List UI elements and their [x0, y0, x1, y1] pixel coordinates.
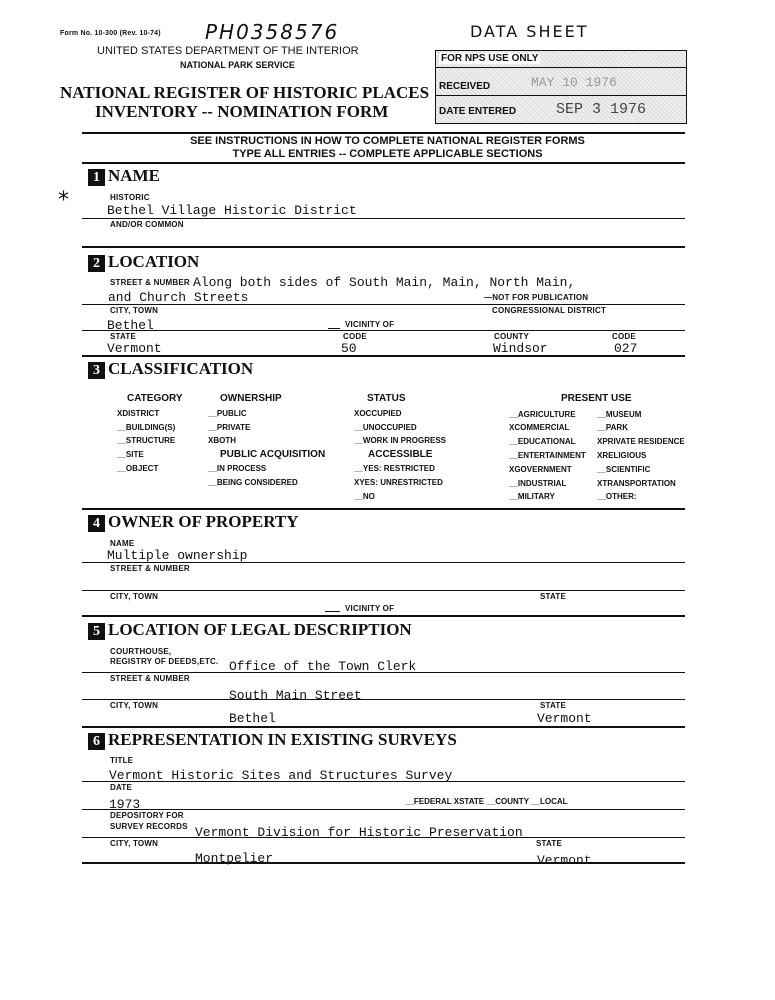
courthouse-label-2: REGISTRY OF DEEDS,ETC. — [110, 657, 219, 666]
section-1-header — [88, 166, 160, 186]
legal-city-label: CITY, TOWN — [110, 701, 159, 710]
state-code-value: 50 — [341, 341, 357, 356]
legal-street-value: South Main Street — [229, 688, 362, 703]
section-2-number: 2 — [88, 255, 105, 272]
owner-name-label: NAME — [110, 539, 135, 548]
use-military: __MILITARY — [509, 492, 555, 501]
county-code-value: 027 — [614, 341, 638, 356]
received-stamp: MAY 10 1976 — [531, 75, 617, 90]
section-6-header — [88, 730, 457, 750]
public-acquisition-heading: PUBLIC ACQUISITION — [220, 449, 326, 460]
section-3-number: 3 — [88, 362, 105, 379]
ownership-both: XBOTH — [208, 436, 236, 445]
ownership-private: __PRIVATE — [208, 423, 251, 432]
depository-value: Vermont Division for Historic Preservation — [195, 825, 523, 840]
survey-state-value: Vermont — [537, 853, 592, 868]
street-value-1: Along both sides of South Main, Main, North Main, — [193, 275, 576, 290]
use-industrial: __INDUSTRIAL — [509, 479, 567, 488]
not-for-publication: —NOT FOR PUBLICATION — [484, 293, 589, 302]
accessible-restricted: __YES: RESTRICTED — [354, 464, 435, 473]
instructions-2: TYPE ALL ENTRIES -- COMPLETE APPLICABLE SECTIONS — [232, 148, 543, 160]
vicinity-label: VICINITY OF — [345, 320, 395, 329]
section-6-title: REPRESENTATION IN EXISTING SURVEYS — [108, 730, 457, 749]
department: UNITED STATES DEPARTMENT OF THE INTERIOR — [97, 45, 359, 57]
section-5-title: LOCATION OF LEGAL DESCRIPTION — [108, 620, 412, 639]
historic-label: HISTORIC — [110, 193, 150, 202]
owner-city-label: CITY, TOWN — [110, 592, 159, 601]
survey-title-label: TITLE — [110, 756, 134, 765]
status-heading: STATUS — [367, 393, 406, 404]
use-museum: __MUSEUM — [597, 410, 642, 419]
owner-vicinity-label: VICINITY OF — [345, 604, 395, 613]
legal-street-label: STREET & NUMBER — [110, 674, 190, 683]
survey-date-value: 1973 — [109, 797, 141, 812]
pubacq-being-considered: __BEING CONSIDERED — [208, 478, 298, 487]
margin-asterisk: * — [58, 188, 71, 213]
street-label: STREET & NUMBER — [110, 278, 190, 287]
survey-date-label: DATE — [110, 783, 132, 792]
use-scientific: __SCIENTIFIC — [597, 465, 651, 474]
category-site: __SITE — [117, 450, 144, 459]
survey-city-value: Montpelier — [195, 851, 274, 866]
category-structure: __STRUCTURE — [117, 436, 176, 445]
use-entertainment: __ENTERTAINMENT — [509, 451, 586, 460]
section-2-title: LOCATION — [108, 252, 200, 271]
section-4-header — [88, 512, 299, 532]
common-label: AND/OR COMMON — [110, 220, 184, 229]
accessible-unrestricted: XYES: UNRESTRICTED — [354, 478, 443, 487]
legal-city-value: Bethel — [229, 711, 276, 726]
form-title-2: INVENTORY -- NOMINATION FORM — [95, 102, 389, 121]
nps-use-box — [435, 50, 687, 124]
use-transportation: XTRANSPORTATION — [597, 479, 676, 488]
use-other: __OTHER: — [597, 492, 637, 501]
city-value: Bethel — [107, 318, 154, 333]
section-4-title: OWNER OF PROPERTY — [108, 512, 299, 531]
section-3-title: CLASSIFICATION — [108, 359, 254, 378]
ownership-heading: OWNERSHIP — [220, 393, 282, 404]
received-label: RECEIVED — [439, 81, 491, 92]
date-entered-label: DATE ENTERED — [439, 106, 517, 117]
instructions-1: SEE INSTRUCTIONS IN HOW TO COMPLETE NATIONAL REGISTER FORMS — [190, 135, 585, 147]
depository-label-2: SURVEY RECORDS — [110, 822, 188, 831]
form-number: Form No. 10-300 (Rev. 10-74) — [60, 30, 161, 37]
street-value-2: and Church Streets — [108, 290, 249, 305]
county-value: Windsor — [493, 341, 548, 356]
county-code-label: CODE — [612, 332, 636, 341]
section-1-title: NAME — [108, 166, 160, 185]
status-occupied: XOCCUPIED — [354, 409, 402, 418]
section-1-number: 1 — [88, 169, 105, 186]
category-district: XDISTRICT — [117, 409, 160, 418]
historic-name: Bethel Village Historic District — [107, 203, 357, 218]
survey-city-label: CITY, TOWN — [110, 839, 159, 848]
accessible-heading: ACCESSIBLE — [368, 449, 433, 460]
use-park: __PARK — [597, 423, 628, 432]
status-work-in-progress: __WORK IN PROGRESS — [354, 436, 447, 445]
form-title-1: NATIONAL REGISTER OF HISTORIC PLACES — [60, 83, 430, 102]
date-entered-stamp: SEP 3 1976 — [556, 101, 647, 118]
section-2-header — [88, 252, 199, 272]
courthouse-value: Office of the Town Clerk — [229, 659, 417, 674]
category-object: __OBJECT — [117, 464, 159, 473]
section-4-number: 4 — [88, 515, 105, 532]
handwritten-id: PH0358576 — [205, 20, 340, 44]
data-sheet-label: DATA SHEET — [470, 22, 589, 41]
owner-state-label: STATE — [540, 592, 567, 601]
pubacq-in-process: __IN PROCESS — [208, 464, 267, 473]
present-use-heading: PRESENT USE — [561, 393, 632, 404]
ownership-public: __PUBLIC — [208, 409, 247, 418]
section-6-number: 6 — [88, 733, 105, 750]
use-private-residence: XPRIVATE RESIDENCE — [597, 437, 685, 446]
survey-state-label: STATE — [536, 839, 563, 848]
owner-street-label: STREET & NUMBER — [110, 564, 190, 573]
section-3-header — [88, 359, 253, 379]
service: NATIONAL PARK SERVICE — [180, 60, 295, 70]
use-government: XGOVERNMENT — [509, 465, 572, 474]
city-label: CITY, TOWN — [110, 306, 159, 315]
category-buildings: __BUILDING(S) — [117, 423, 176, 432]
county-label: COUNTY — [494, 332, 529, 341]
category-heading: CATEGORY — [127, 393, 183, 404]
accessible-no: __NO — [354, 492, 375, 501]
state-code-label: CODE — [343, 332, 367, 341]
status-unoccupied: __UNOCCUPIED — [354, 423, 417, 432]
use-agriculture: __AGRICULTURE — [509, 410, 576, 419]
courthouse-label-1: COURTHOUSE, — [110, 647, 172, 656]
owner-name-value: Multiple ownership — [107, 548, 248, 563]
use-educational: __EDUCATIONAL — [509, 437, 576, 446]
use-religious: XRELIGIOUS — [597, 451, 647, 460]
legal-state-label: STATE — [540, 701, 567, 710]
depository-label-1: DEPOSITORY FOR — [110, 811, 184, 820]
state-value: Vermont — [107, 341, 162, 356]
state-label: STATE — [110, 332, 137, 341]
section-5-number: 5 — [88, 623, 105, 640]
survey-levels: __FEDERAL XSTATE __COUNTY __LOCAL — [405, 797, 568, 806]
congressional-label: CONGRESSIONAL DISTRICT — [492, 306, 607, 315]
survey-title-value: Vermont Historic Sites and Structures Survey — [109, 768, 453, 783]
section-5-header — [88, 620, 412, 640]
legal-state-value: Vermont — [537, 711, 592, 726]
use-commercial: XCOMMERCIAL — [509, 423, 570, 432]
nps-box-title: FOR NPS USE ONLY — [441, 53, 539, 64]
